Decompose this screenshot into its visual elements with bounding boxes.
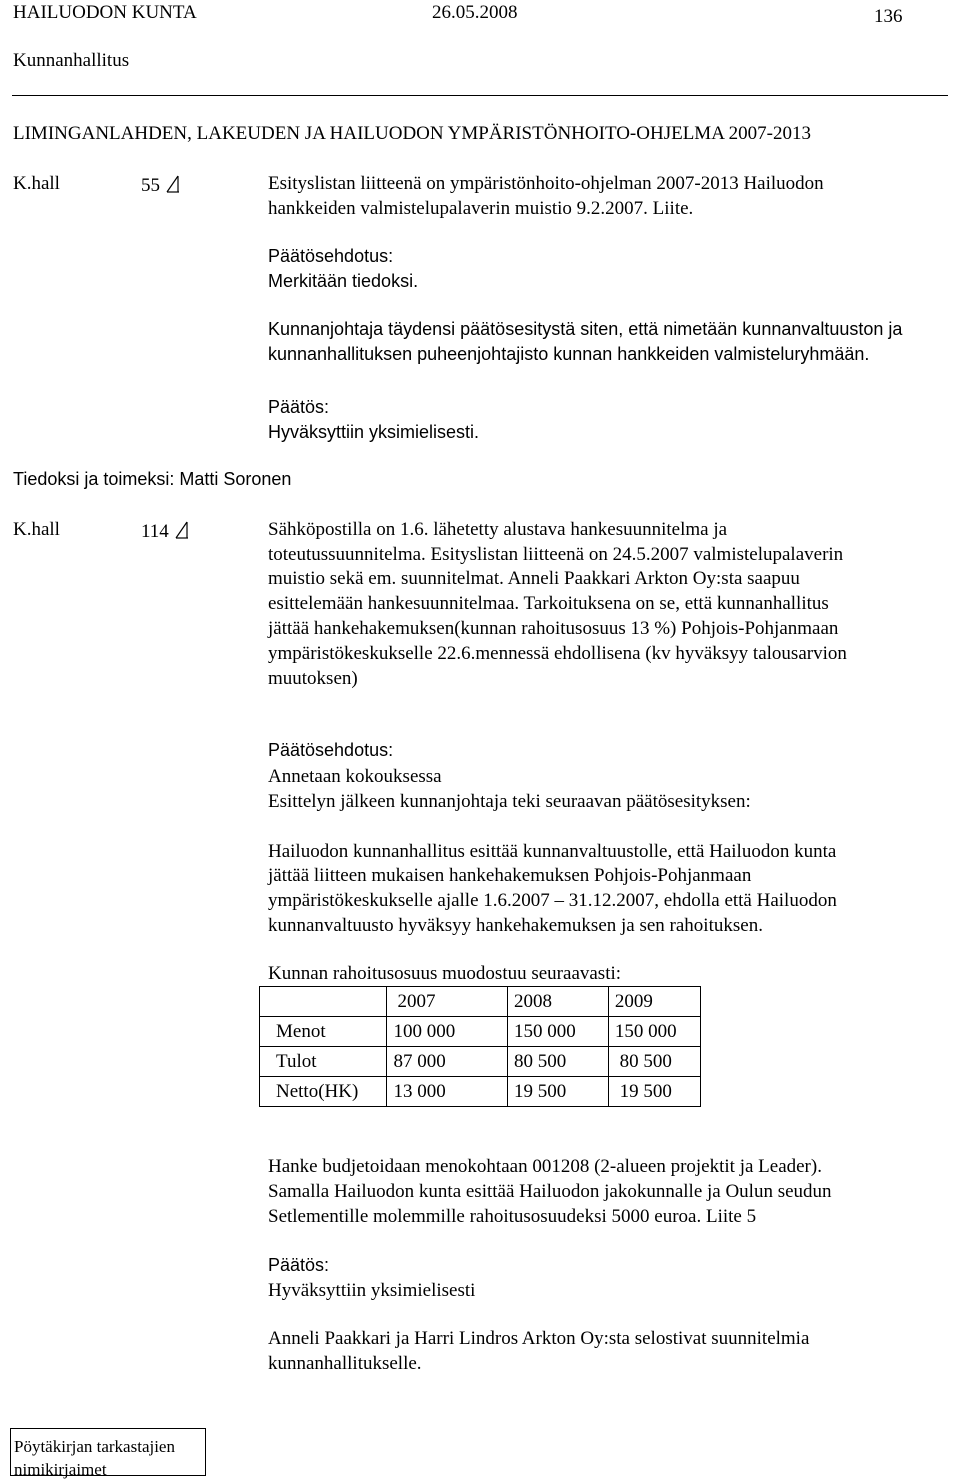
body-name: Kunnanhallitus [13, 50, 130, 71]
table-cell: 2008 [507, 987, 608, 1017]
funding-table [259, 986, 701, 1107]
closing-line-1: Anneli Paakkari ja Harri Lindros Arkton Oy:sta selostivat suunnitelmia [268, 1328, 810, 1349]
section1-note-line-2: kunnanhallituksen puheenjohtajisto kunnan hankkeiden valmisteluryhmään. [268, 344, 870, 364]
section1-text-line-1: Esityslistan liitteenä on ympäristönhoito-ohjelman 2007-2013 Hailuodon [268, 173, 824, 194]
section2-proposal-body-line-2: jättää liitteen mukaisen hankehakemuksen Pohjois-Pohjanmaan [268, 865, 752, 886]
section2-proposal-line-1: Annetaan kokouksessa [268, 766, 442, 787]
page-number: 136 [874, 6, 903, 27]
table-cell: 100 000 [387, 1017, 508, 1047]
table-row [260, 1047, 701, 1077]
table-cell: Netto(HK) [260, 1077, 387, 1107]
section1-proposal-text: Merkitään tiedoksi. [268, 271, 419, 291]
table-cell: 80 500 [507, 1047, 608, 1077]
section-sign-icon [174, 520, 190, 540]
section-sign-icon [165, 174, 181, 194]
section2-proposal-body-line-4: kunnanvaltuusto hyväksyy hankehakemuksen ja sen rahoituksen. [268, 915, 763, 936]
section2-proposal-line-2: Esittelyn jälkeen kunnanjohtaja teki seuraavan päätösesityksen: [268, 791, 751, 812]
page-title: LIMINGANLAHDEN, LAKEUDEN JA HAILUODON YMPÄRISTÖNHOITO-OHJELMA 2007-2013 [13, 123, 811, 144]
section1-info: Tiedoksi ja toimeksi: Matti Soronen [13, 469, 292, 489]
section2-text-line-3: muistio sekä em. suunnitelmat. Anneli Paakkari Arkton Oy:sta saapuu [268, 568, 800, 589]
section1-number [141, 174, 181, 195]
table-row [260, 1077, 701, 1107]
header-rule [12, 95, 948, 96]
section1-decision-label: Päätös: [268, 397, 330, 417]
signature-box [10, 1428, 206, 1479]
closing-line-2: kunnanhallitukselle. [268, 1353, 422, 1374]
table-cell: 80 500 [608, 1047, 700, 1077]
section1-decision-text: Hyväksyttiin yksimielisesti. [268, 422, 480, 442]
section2-number [141, 520, 190, 541]
budget-line-3: Setlementille molemmille rahoitusosuudeksi 5000 euroa. Liite 5 [268, 1206, 757, 1227]
table-cell: 19 500 [507, 1077, 608, 1107]
table-cell: 150 000 [608, 1017, 700, 1047]
section2-proposal-body-line-3: ympäristökeskukselle ajalle 1.6.2007 – 31.12.2007, ehdolla että Hailuodon [268, 890, 837, 911]
section2-text-line-5: jättää hankehakemuksen(kunnan rahoitusosuus 13 %) Pohjois-Pohjanmaan [268, 618, 839, 639]
document-date: 26.05.2008 [432, 2, 518, 23]
section2-text-line-4: esittelemään hankesuunnitelmaa. Tarkoituksena on se, että kunnanhallitus [268, 593, 829, 614]
section1-ref: K.hall [13, 173, 60, 194]
section2-proposal-body-line-1: Hailuodon kunnanhallitus esittää kunnanvaltuustolle, että Hailuodon kunta [268, 841, 837, 862]
section2-decision-label: Päätös: [268, 1255, 330, 1275]
section2-text-line-6: ympäristökeskukselle 22.6.mennessä ehdollisena (kv hyväksyy talousarvion [268, 643, 847, 664]
section1-proposal-label: Päätösehdotus: [268, 246, 394, 266]
section2-text-line-7: muutoksen) [268, 668, 358, 689]
table-cell: 13 000 [387, 1077, 508, 1107]
table-header-row [260, 987, 701, 1017]
section2-ref: K.hall [13, 519, 60, 540]
table-cell: 2007 [387, 987, 508, 1017]
section2-decision-text: Hyväksyttiin yksimielisesti [268, 1280, 476, 1301]
municipality-name: HAILUODON KUNTA [13, 2, 197, 23]
table-row [260, 1017, 701, 1047]
section1-note-line-1: Kunnanjohtaja täydensi päätösesitystä siten, että nimetään kunnanvaltuuston ja [268, 319, 903, 339]
table-cell: 19 500 [608, 1077, 700, 1107]
section2-number-text: 114 [141, 521, 169, 542]
signature-box-line-1: Pöytäkirjan tarkastajien [14, 1437, 175, 1456]
section2-text-line-1: Sähköpostilla on 1.6. lähetetty alustava hankesuunnitelma ja [268, 519, 728, 540]
funding-intro: Kunnan rahoitusosuus muodostuu seuraavasti: [268, 963, 622, 984]
signature-box-line-2: nimikirjaimet [14, 1460, 107, 1479]
table-cell: Tulot [260, 1047, 387, 1077]
table-cell [260, 987, 387, 1017]
table-cell: 87 000 [387, 1047, 508, 1077]
table-cell: Menot [260, 1017, 387, 1047]
section1-number-text: 55 [141, 175, 160, 196]
section2-proposal-label: Päätösehdotus: [268, 740, 394, 760]
table-cell: 150 000 [507, 1017, 608, 1047]
section1-text-line-2: hankkeiden valmistelupalaverin muistio 9.2.2007. Liite. [268, 198, 694, 219]
budget-line-2: Samalla Hailuodon kunta esittää Hailuodon jakokunnalle ja Oulun seudun [268, 1181, 832, 1202]
budget-line-1: Hanke budjetoidaan menokohtaan 001208 (2-alueen projektit ja Leader). [268, 1156, 822, 1177]
section2-text-line-2: toteutussuunnitelma. Esityslistan liitteenä on 24.5.2007 valmistelupalaverin [268, 544, 844, 565]
table-cell: 2009 [608, 987, 700, 1017]
